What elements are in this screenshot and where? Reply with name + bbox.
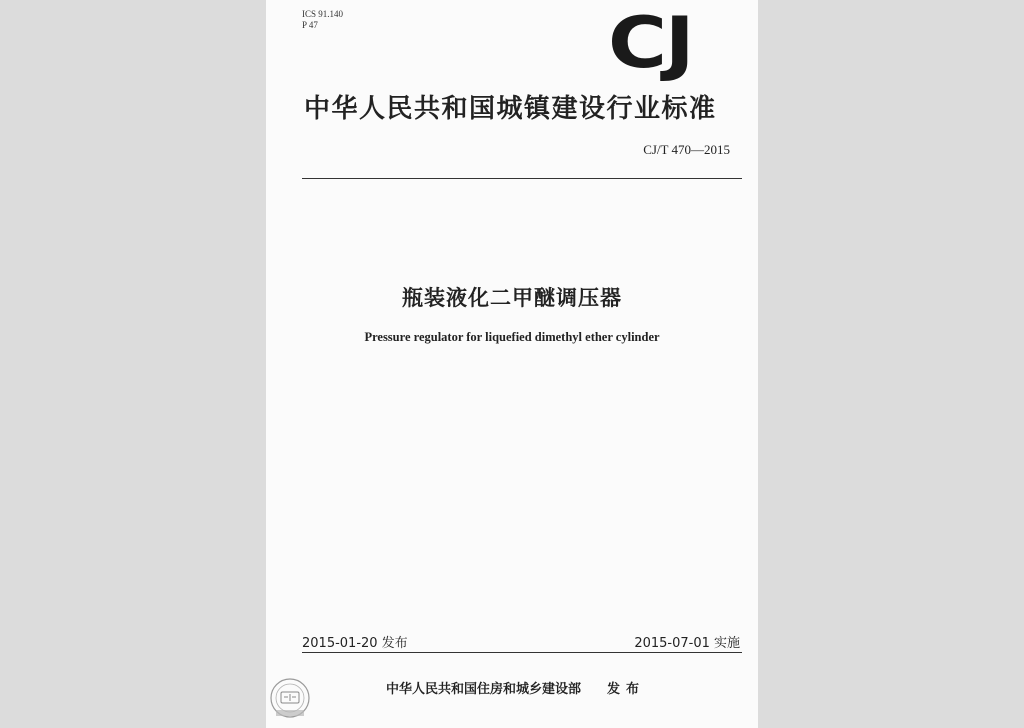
classification-codes [302,9,343,31]
implementation-date: 2015-07-01 实施 [634,636,740,651]
issue-date: 2015-01-20 发布 [302,636,408,651]
document-cover-page [266,0,758,728]
library-stamp-icon [268,674,312,724]
publisher-issue-label: 发布 [607,682,646,697]
ccs-code: P 47 [302,20,318,30]
standard-code: CJ/T 470—2015 [643,142,730,157]
ics-code: ICS 91.140 [302,9,344,19]
publisher-line [386,678,645,697]
footer-divider [302,652,742,653]
cj-logo [608,2,716,84]
document-title-english: Pressure regulator for liquefied dimethyl ether cylinder [364,330,660,344]
header-divider [302,178,742,179]
standard-category-title: 中华人民共和国城镇建设行业标准 [304,94,717,124]
cj-logo-text: CJ [608,2,693,84]
document-title-chinese: 瓶装液化二甲醚调压器 [402,286,622,310]
publisher-name: 中华人民共和国住房和城乡建设部 [386,682,582,697]
